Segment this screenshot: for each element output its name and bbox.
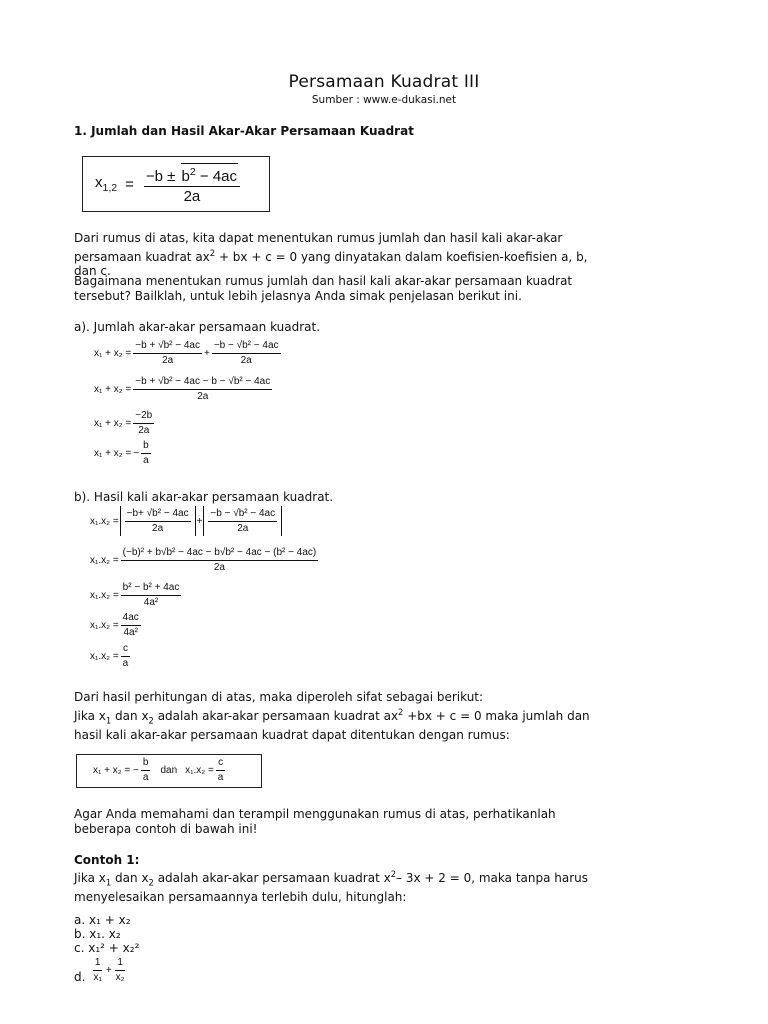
conclusion-paragraph-2: Jika $x_1$ dan $x_2$ adalah akar-akar persamaan kuadrat $ax^2 +bx + c = 0$ maka jumlah dan hasil kali akar-akar persamaan kuadrat dapat ditentukan dengan rumus:: [74, 707, 590, 742]
document-source: Sumber : www.e-dukasi.net: [311, 94, 457, 106]
part-b-line-1: x₁.x₂ = $\frac{\text{−b+ √b² − 4ac}}{2a}$ + $\frac{\text{−b − √b² − 4ac}}{2a}$: [90, 506, 283, 536]
formula-fraction: $\frac{-b \pm b^2 - 4ac}{2a}$: [144, 163, 240, 205]
product-formula: x₁.x₂ = $\frac{c}{a}$: [185, 757, 224, 783]
practice-paragraph: Agar Anda memahami dan terampil menggunakan rumus di atas, perhatikanlah beberapa contoh di bawah ini!: [74, 807, 556, 836]
part-b-line-3: x₁.x₂ = $\frac{\text{b² − b² + 4ac}}{\text{4a²}}$: [90, 582, 180, 608]
part-b-label: b). Hasil kali akar-akar persamaan kuadrat.: [74, 490, 334, 504]
formula-lhs: $x_{1,2}$: [95, 174, 118, 194]
part-a-line-3: x₁ + x₂ = $\frac{-2b}{2a}$: [94, 410, 153, 436]
list-item-a: a. x₁ + x₂: [74, 913, 131, 927]
document-title: Persamaan Kuadrat III: [288, 72, 480, 92]
summary-formula-box: [76, 754, 262, 788]
example-1-question: Jika $x_1$ dan $x_2$ adalah akar-akar persamaan kuadrat $x^2-$ 3x + 2 = 0, maka tanpa harus menyelesaikan persamaannya terlebih dulu, hitunglah:: [74, 869, 589, 904]
summary-formula: [93, 757, 227, 784]
part-b-line-2: x₁.x₂ = $\frac{\text{(−b)² + b√b² − 4ac − b√b² − 4ac − (b² − 4ac)}}{2a}$: [90, 547, 317, 573]
list-item-b: b. x₁. x₂: [74, 927, 121, 941]
example-1-heading: Contoh 1:: [74, 853, 140, 867]
quadratic-formula: [95, 163, 242, 205]
list-item-d: d. $\frac{1}{\text{x₁}}$ + $\frac{1}{\text{x₂}}$: [74, 957, 125, 984]
part-b-line-5: x₁.x₂ = $\frac{c}{a}$: [90, 643, 129, 669]
formula-equals: =: [125, 175, 134, 193]
sum-formula: x₁ + x₂ = − $\frac{b}{a}$: [93, 757, 149, 783]
list-item-c: c. x₁² + x₂²: [74, 941, 140, 955]
dan-word: dan: [160, 765, 178, 776]
part-a-line-4: x₁ + x₂ = − $\frac{b}{a}$: [94, 440, 149, 466]
part-a-line-1: x₁ + x₂ = $\frac{\text{−b + √b² − 4ac}}{2a}$ + $\frac{\text{−b − √b² − 4ac}}{2a}$: [94, 340, 279, 366]
part-a-line-2: x₁ + x₂ = $\frac{\text{−b + √b² − 4ac − b − √b² − 4ac}}{2a}$: [94, 376, 271, 402]
part-a-label: a). Jumlah akar-akar persamaan kuadrat.: [74, 320, 321, 334]
intro-paragraph-2: Bagaimana menentukan rumus jumlah dan hasil kali akar-akar persamaan kuadrat tersebut? Bailklah, untuk lebih jelasnya Anda simak penjelasan berikut ini.: [74, 274, 573, 303]
section-heading: 1. Jumlah dan Hasil Akar-Akar Persamaan Kuadrat: [74, 124, 414, 138]
intro-paragraph-1: Dari rumus di atas, kita dapat menentukan rumus jumlah dan hasil kali akar-akar persamaan kuadrat $ax^2$ + bx + c = 0 yang dinyatakan dalam koefisien-koefisien a, b, dan c.: [74, 231, 588, 278]
part-b-line-4: x₁.x₂ = $\frac{4ac}{\text{4a²}}$: [90, 612, 139, 638]
conclusion-paragraph-1: Dari hasil perhitungan di atas, maka diperoleh sifat sebagai berikut:: [74, 690, 484, 704]
quadratic-formula-box: [82, 156, 270, 212]
